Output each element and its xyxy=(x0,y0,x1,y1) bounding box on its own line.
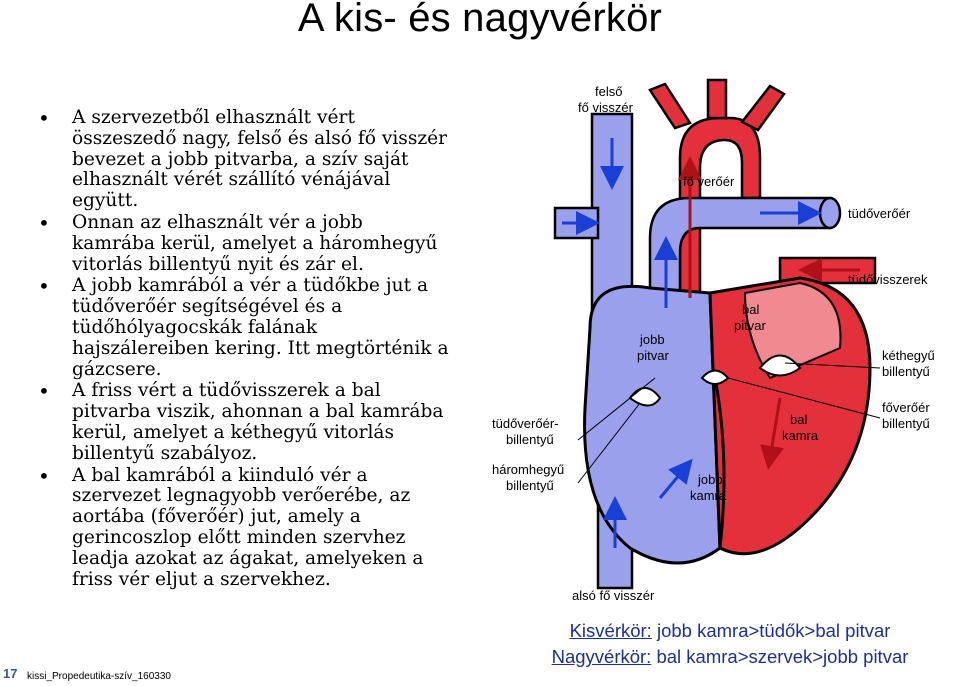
page-title: A kis- és nagyvérkör xyxy=(297,0,663,40)
bullet-list xyxy=(38,108,450,591)
summary-nagyverkor xyxy=(500,646,960,668)
bullet-item: • A szervezetből elhasznált vért összeszedő nagy, felső és alsó fő visszér bevezet a jobb pitvarba, a szív saját elhasznált vérét szállító vénájával együtt. xyxy=(38,108,450,212)
label-jobb-kamra-1: jobb xyxy=(698,472,723,487)
label-also-fo-visszer: alsó fő visszér xyxy=(572,588,655,603)
kisverkor-text: jobb kamra>tüdők>bal pitvar xyxy=(651,620,891,641)
slide-number: 17 xyxy=(3,666,18,681)
label-tudoveroer: tüdőverőér xyxy=(848,206,911,221)
label-tudoveroer-billentyu-2: billentyű xyxy=(506,432,554,447)
label-foveroer-billentyu-2: billentyű xyxy=(882,416,930,431)
label-kethegyu-2: billentyű xyxy=(882,364,930,379)
pulmonary-artery-end xyxy=(820,198,840,228)
label-kethegyu-1: kéthegyű xyxy=(882,348,935,363)
label-jobb-pitvar-2: pitvar xyxy=(637,348,669,363)
label-bal-kamra-1: bal xyxy=(790,412,808,427)
label-felso: felső xyxy=(595,84,623,99)
aorta-branch-3 xyxy=(742,86,784,130)
label-jobb-kamra-2: kamra xyxy=(690,488,727,503)
label-bal-kamra-2: kamra xyxy=(782,428,819,443)
label-haromhegyu-1: háromhegyű xyxy=(492,462,565,477)
summary-kisverkor xyxy=(500,620,960,642)
label-foveroer-billentyu-1: főverőér xyxy=(882,400,930,415)
bullet-item: • A bal kamrából a kiinduló vér a szervezet legnagyobb verőerébe, az aortába (főverőér) jut, amely a gerincoszlop előtt minden szervhez leadja azokat az ágakat, amelyeken a friss vér eljut a szervekhez. xyxy=(38,466,450,591)
bullet-item: • A jobb kamrából a vér a tüdőkbe jut a tüdőverőér segítségével és a tüdőhólyagocskák falának hajszálereiben kering. Itt megtörténik a gázcsere. xyxy=(38,276,450,380)
label-jobb-pitvar-1: jobb xyxy=(640,332,665,347)
aorta-branch-1 xyxy=(650,84,690,128)
kisverkor-link[interactable]: Kisvérkör: xyxy=(569,620,652,641)
bullet-item: • A friss vért a tüdővisszerek a bal pitvarba viszik, ahonnan a bal kamrába kerül, amelyet a kéthegyű vitorlás billentyű szabályoz. xyxy=(38,381,450,464)
nagyverkor-text: bal kamra>szervek>jobb pitvar xyxy=(651,646,909,667)
label-bal-pitvar-2: pitvar xyxy=(734,318,766,333)
aorta-branch-2 xyxy=(708,80,726,118)
label-tudoveroer-billentyu-1: tüdőverőér- xyxy=(492,416,559,431)
heart-diagram xyxy=(480,78,950,608)
label-tudovisszerek: tüdővisszerek xyxy=(848,272,928,287)
source-label: kissi_Propedeutika-szív_160330 xyxy=(27,671,171,682)
label-fo-veroer: fő verőér xyxy=(683,174,735,189)
nagyverkor-link[interactable]: Nagyvérkör: xyxy=(551,646,652,667)
label-bal-pitvar-1: bal xyxy=(742,302,760,317)
bullet-item: • Onnan az elhasznált vér a jobb kamrába kerül, amelyet a háromhegyű vitorlás billentyű nyit és zár el. xyxy=(38,213,450,275)
label-haromhegyu-2: billentyű xyxy=(506,478,554,493)
label-fo-visszer: fő visszér xyxy=(578,100,633,115)
